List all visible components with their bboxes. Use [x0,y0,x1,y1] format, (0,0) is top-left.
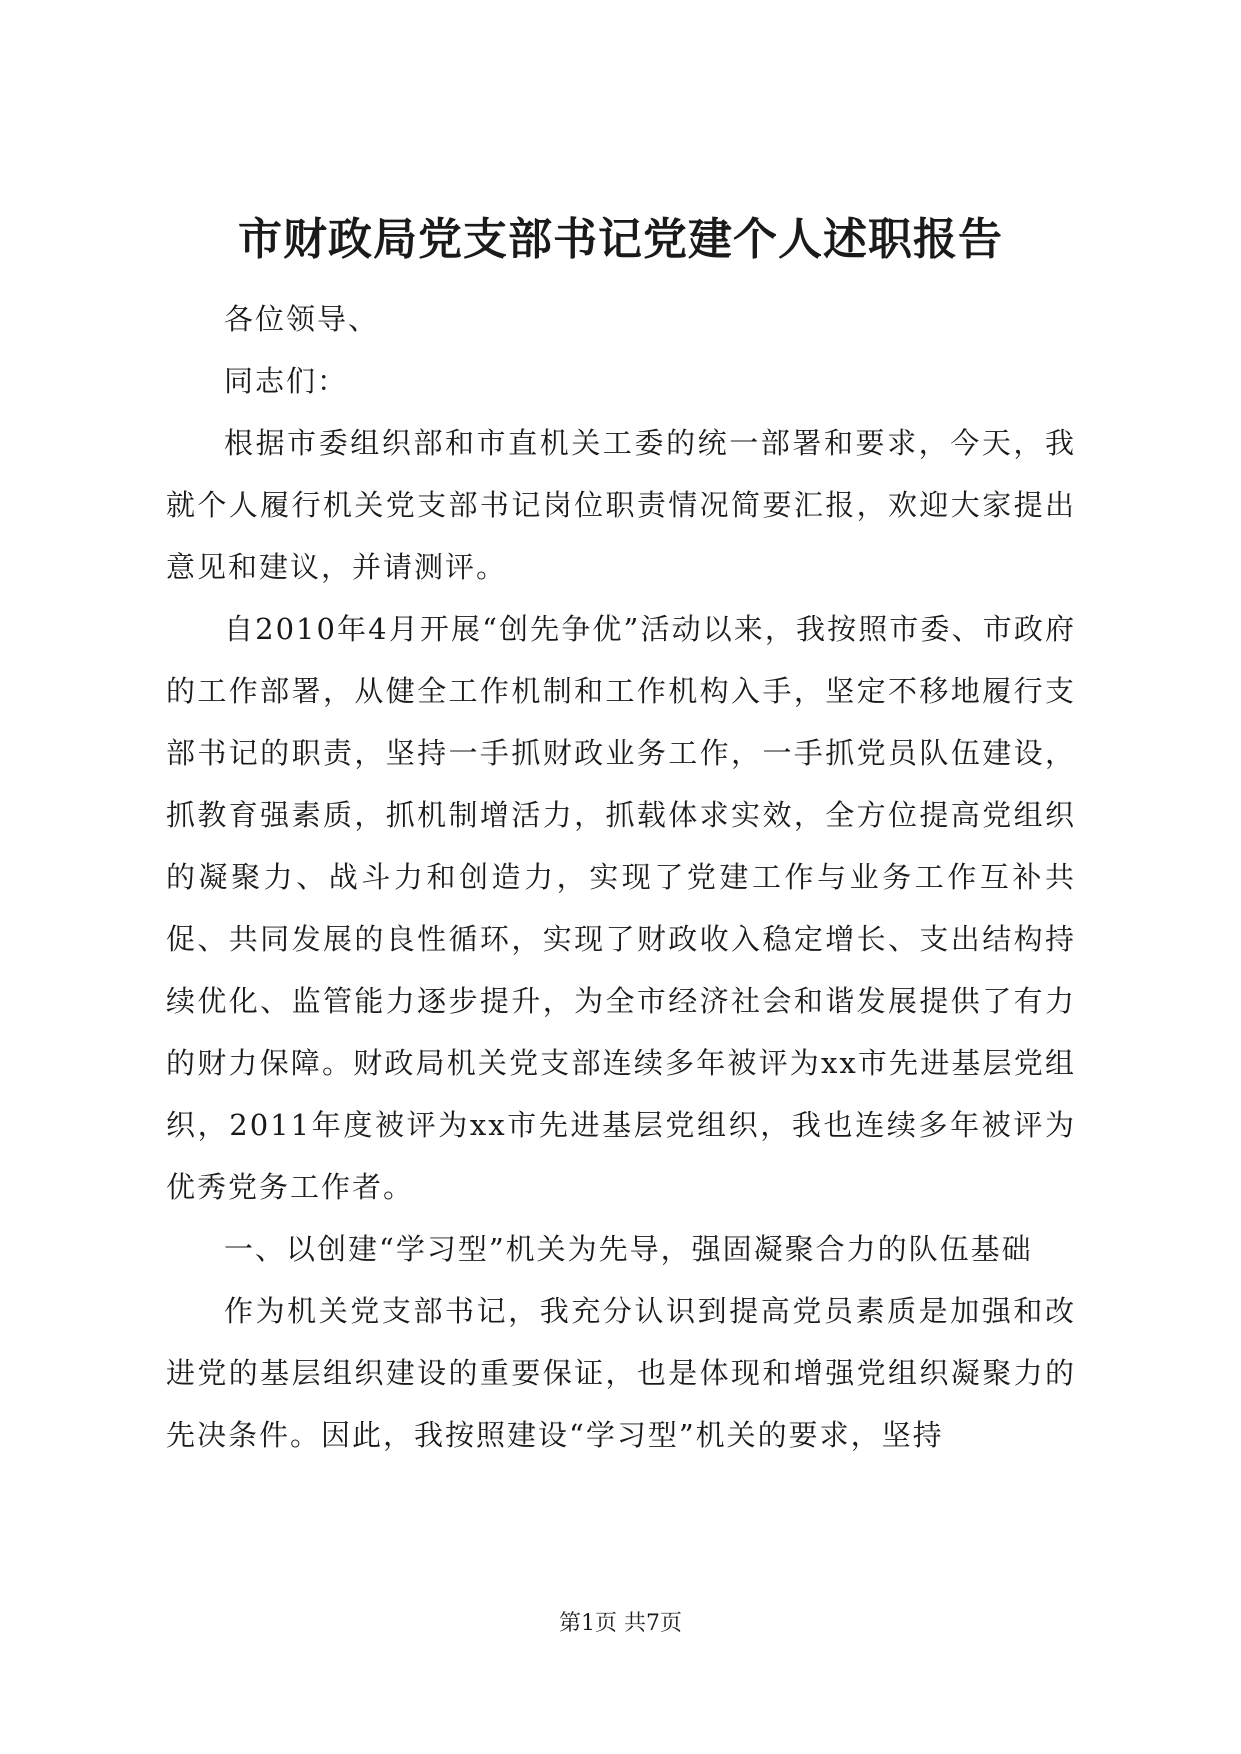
document-body [166,288,1076,1466]
document-title: 市财政局党支部书记党建个人述职报告 [238,214,1003,265]
section-heading-1: 一、以创建“学习型”机关为先导，强固凝聚合力的队伍基础 [224,1232,1033,1266]
page-number-footer: 第1页 共7页 [559,1611,682,1636]
salutation-line-1: 各位领导、 [224,302,380,336]
paragraph-intro: 根据市委组织部和市直机关工委的统一部署和要求，今天，我就个人履行机关党支部书记岗位职责情况简要汇报，欢迎大家提出意见和建议，并请测评。 [166,426,1076,584]
paragraph-overview: 自2010年4月开展“创先争优”活动以来，我按照市委、市政府的工作部署，从健全工作机制和工作机构入手，坚定不移地履行支部书记的职责，坚持一手抓财政业务工作，一手抓党员队伍建设，抓教育强素质，抓机制增活力，抓载体求实效，全方位提高党组织的凝聚力、战斗力和创造力，实现了党建工作与业务工作互补共促、共同发展的良性循环，实现了财政收入稳定增长、支出结构持续优化、监管能力逐步提升，为全市经济社会和谐发展提供了有力的财力保障。财政局机关党支部连续多年被评为xx市先进基层党组织，2011年度被评为xx市先进基层党组织，我也连续多年被评为优秀党务工作者。 [166,612,1076,1204]
paragraph-section-1: 作为机关党支部书记，我充分认识到提高党员素质是加强和改进党的基层组织建设的重要保证，也是体现和增强党组织凝聚力的先决条件。因此，我按照建设“学习型”机关的要求，坚持 [166,1294,1076,1452]
salutation-line-2: 同志们： [224,364,349,398]
